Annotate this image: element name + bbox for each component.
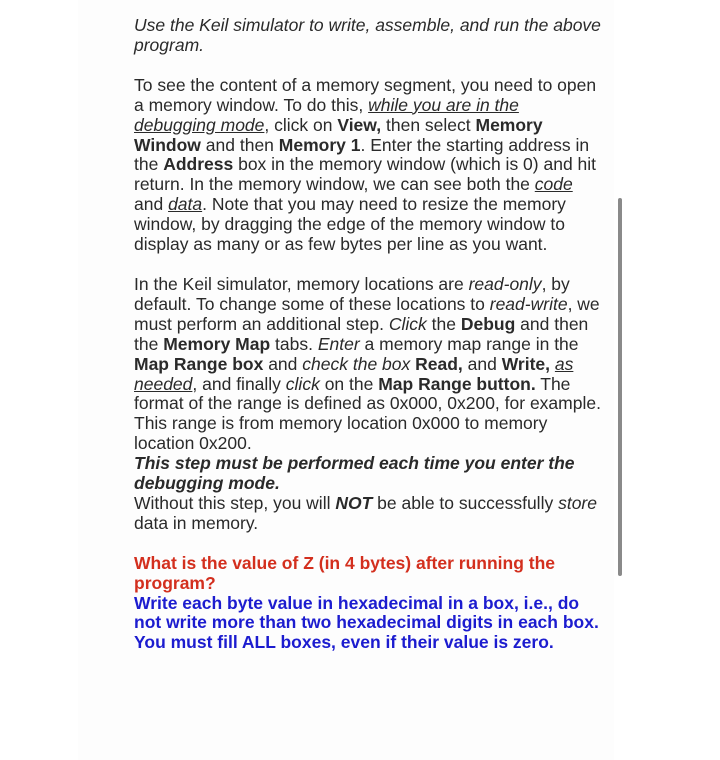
question-text: What is the value of Z (in 4 bytes) after running the program? [134, 552, 556, 593]
memory-window-paragraph: To see the content of a memory segment, you need to open a memory window. To do this, while you are in the debugging mode, click on View, then select Memory Window and then Memory 1. Enter the starting address in the Address box in the memory window (which is 0) and hit return. In the memory window, we can see both the code and data. Note that you may need to resize the memory window, by dragging the edge of the memory window to display as many or as few bytes per line as you want. [134, 74, 597, 255]
answer-instructions: Write each byte value in hexadecimal in a box, i.e., do not write more than two hexadecimal digits in each box. You must fill ALL boxes, even if their value is zero. [134, 592, 599, 653]
scrollbar[interactable] [618, 198, 622, 576]
paragraph-gap [134, 534, 604, 554]
memory-map-paragraph: In the Keil simulator, memory locations are read-only, by default. To change some of these locations to read-write, we must perform an additional step. Click the Debug and then the Memory Map tabs. Enter a memory map range in the Map Range box and check the box Read, and Write, as needed, and finally click on the Map Range button. The format of the range is defined as 0x000, 0x200, for example. This range is from memory location 0x000 to memory location 0x200. This step must be performed each time you enter the debugging mode. Without this step, you will NOT be able to successfully store data in memory. [134, 273, 601, 533]
paragraph-gap [134, 56, 604, 76]
intro-paragraph: Use the Keil simulator to write, assemble, and run the above program. [134, 15, 601, 55]
instructions-text [134, 16, 604, 653]
paragraph-gap [134, 255, 604, 275]
